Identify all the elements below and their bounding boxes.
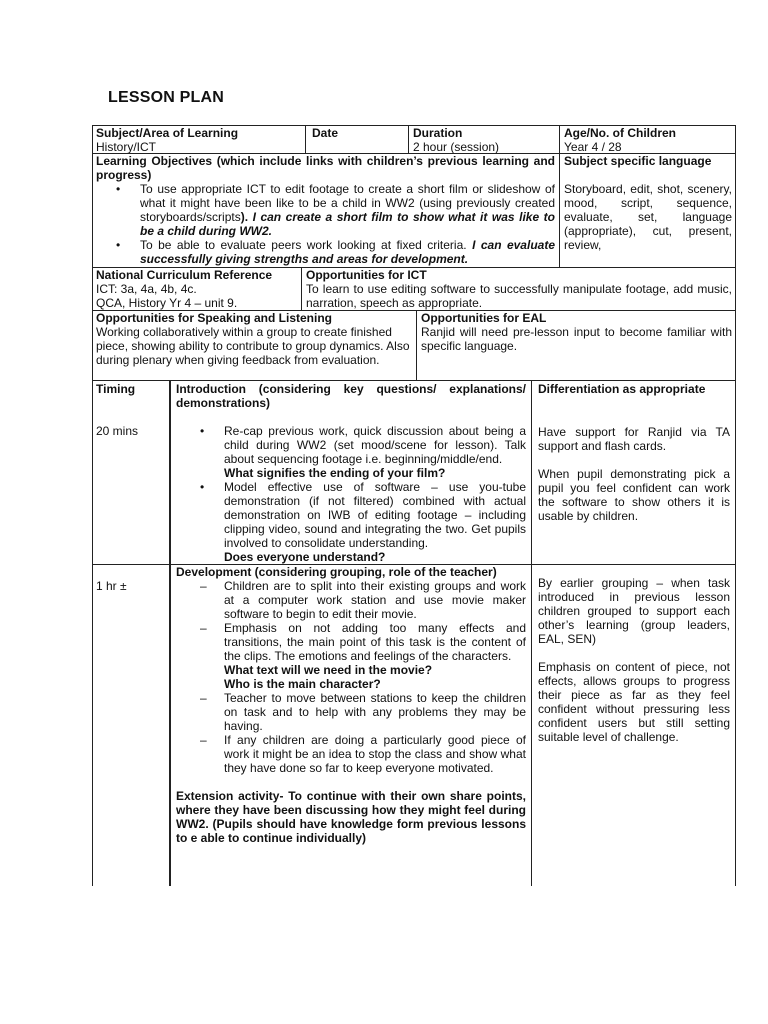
date-label: Date: [312, 126, 339, 140]
diff-note: By earlier grouping – when task introduced in previous lesson children grouped to support each other’s learning (group leaders, EAL, SEN): [538, 576, 730, 646]
speaking-heading: Opportunities for Speaking and Listening: [96, 311, 333, 325]
objectives-list: [116, 182, 555, 266]
objective-item: • To use appropriate ICT to edit footage to create a short film or slideshow of what it might have been like to be a child in WW2 (using previously created storyboards/scripts). I can create a short film to show what it was like to be a child during WW2.: [116, 182, 555, 238]
dash-icon: –: [200, 579, 207, 593]
curriculum-cell: [93, 268, 300, 310]
dev-list: [200, 579, 526, 775]
age-label: Age/No. of Children: [564, 126, 676, 140]
objectives-cell: [93, 154, 558, 267]
intro-time: 20 mins: [96, 424, 139, 438]
ict-text: To learn to use editing software to successfully manipulate footage, add music, narration, speech as appropriate.: [306, 282, 732, 310]
list-item: – Emphasis on not adding too many effects and transitions, the main point of this task is the content of the clips. The emotions and feelings of the characters. What text will we need in the movie? Who is the main character?: [200, 621, 526, 691]
list-item: – Children are to split into their existing groups and work at a computer work station and use movie maker software to begin to edit their movie.: [200, 579, 526, 621]
dash-icon: –: [200, 621, 207, 635]
key-question: What signifies the ending of your film?: [224, 466, 446, 480]
key-question: Does everyone understand?: [224, 550, 386, 564]
dev-content: [173, 565, 529, 865]
ict-cell: [303, 268, 735, 310]
duration-value: 2 hour (session): [413, 140, 500, 153]
list-item: – If any children are doing a particularly good piece of work it might be an idea to stop the class and show what they have done so far to keep everyone motivated.: [200, 733, 526, 775]
language-cell: [561, 154, 735, 267]
diff-note: Emphasis on content of piece, not effects, allows groups to progress their piece as far as they feel confident without pressuring less confident users but still setting suitable level of challenge.: [538, 660, 730, 744]
list-item: – Teacher to move between stations to keep the children on task and to help with any problems they may be having.: [200, 691, 526, 733]
language-heading: Subject specific language: [564, 154, 712, 168]
bullet-icon: •: [200, 424, 205, 438]
speaking-text: Working collaboratively within a group to create finished piece, showing ability to contribute to group dynamics. Also during plenary when giving feedback from evaluation.: [96, 325, 410, 367]
language-text: Storyboard, edit, shot, scenery, mood, script, sequence, evaluate, set, language (appropriate), cut, present, review,: [564, 182, 732, 252]
eal-heading: Opportunities for EAL: [421, 311, 547, 325]
diff-heading: Differentiation as appropriate: [538, 382, 706, 396]
diff-note: When pupil demonstrating pick a pupil you feel confident can work the software to show others it is usable by children.: [538, 467, 730, 523]
dev-heading: Development (considering grouping, role of the teacher): [176, 565, 497, 579]
dash-icon: –: [200, 691, 207, 705]
bullet-icon: •: [200, 480, 205, 494]
subject-label: Subject/Area of Learning: [96, 126, 239, 140]
intro-list: [200, 424, 526, 564]
dev-diff: [535, 576, 733, 756]
date-cell: [309, 126, 407, 153]
extension-activity: Extension activity- To continue with their own share points, where they have been discussing how they might feel during WW2. (Pupils should have knowledge form previous lessons to e able to continue individually): [176, 789, 526, 845]
intro-heading: Introduction (considering key questions/ explanations/ demonstrations): [176, 382, 526, 410]
list-item: • Re-cap previous work, quick discussion about being a child during WW2 (set mood/scene for lesson). Talk about sequencing footage i.e. beginning/middle/end. What signifies the ending of your film?: [200, 424, 526, 480]
key-question: Who is the main character?: [224, 677, 381, 691]
subject-value: History/ICT: [96, 140, 156, 153]
intro-diff: [535, 425, 733, 563]
objective-outcome: I can create a short film to show what it was like to be a child during WW2.: [140, 210, 555, 238]
curriculum-line: QCA, History Yr 4 – unit 9.: [96, 296, 238, 310]
objectives-heading: Learning Objectives (which include links with children’s previous learning and progress): [96, 154, 555, 182]
eal-cell: [418, 311, 735, 380]
dash-icon: –: [200, 733, 207, 747]
age-value: Year 4 / 28: [564, 140, 622, 153]
list-item: • Model effective use of software – use you-tube demonstration (if not filtered) combined with actual demonstration on IWB of editing footage – including clipping video, sound and integrating the two. Get pupils involved to consolidate understanding. Does everyone understand?: [200, 480, 526, 564]
age-cell: [561, 126, 735, 153]
timing-heading: Timing: [96, 382, 136, 396]
subject-cell: [93, 126, 304, 153]
key-question: What text will we need in the movie?: [224, 663, 433, 677]
duration-label: Duration: [413, 126, 463, 140]
objective-item: • To be able to evaluate peers work looking at fixed criteria. I can evaluate successfully giving strengths and areas for development.: [116, 238, 555, 266]
intro-content: [197, 424, 529, 564]
objective-outcome: I can evaluate successfully giving strengths and areas for development.: [140, 238, 555, 266]
bullet-icon: •: [116, 238, 121, 252]
speaking-cell: [93, 311, 415, 380]
diff-note: Have support for Ranjid via TA support and flash cards.: [538, 425, 730, 453]
dev-time: 1 hr ±: [96, 579, 127, 593]
eal-text: Ranjid will need pre-lesson input to become familiar with specific language.: [421, 325, 732, 353]
duration-cell: [410, 126, 558, 153]
curriculum-heading: National Curriculum Reference: [96, 268, 273, 282]
page-title: LESSON PLAN: [108, 89, 224, 106]
ict-heading: Opportunities for ICT: [306, 268, 427, 282]
bullet-icon: •: [116, 182, 121, 196]
curriculum-line: ICT: 3a, 4a, 4b, 4c.: [96, 282, 197, 296]
